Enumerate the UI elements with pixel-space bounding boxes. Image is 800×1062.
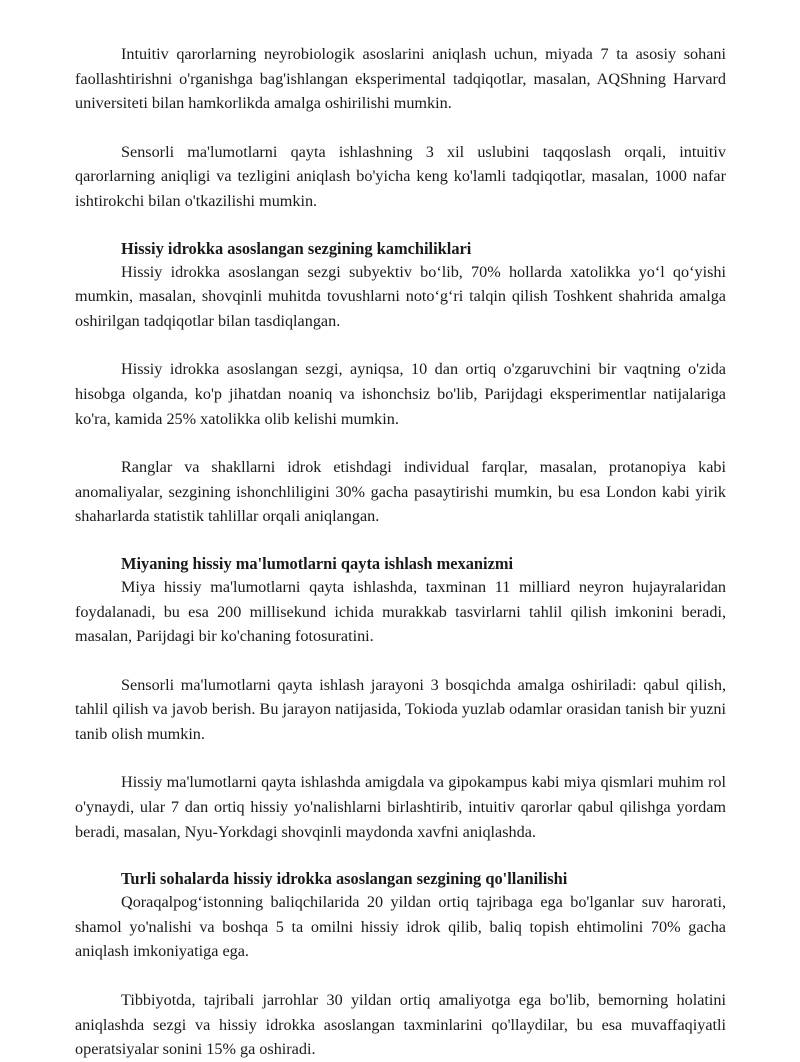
paragraph: Intuitiv qarorlarning neyrobiologik asoslarini aniqlash uchun, miyada 7 ta asosiy sohani faollashtirishni o'rganishga bag'ishlangan eksperimental tadqiqotlar, masalan, AQShning Harvard universiteti bilan hamkorlikda amalga oshirilishi mumkin.	[75, 45, 726, 113]
paragraph: Miya hissiy ma'lumotlarni qayta ishlashda, taxminan 11 milliard neyron hujayralaridan foydalanadi, bu esa 200 millisekund ichida murakkab tasvirlarni tahlil qilish imkonini beradi, masalan, Parijdagi bir ko'chaning fotosuratini.	[75, 577, 726, 646]
section-heading: Hissiy idrokka asoslangan sezgining kamchiliklari	[121, 238, 472, 258]
paragraph: Sensorli ma'lumotlarni qayta ishlashning 3 xil uslubini taqqoslash orqali, intuitiv qarorlarning aniqligi va tezligini aniqlash bo'yicha keng ko'lamli tadqiqotlar, masalan, 1000 nafar ishtirokchi bilan o'tkazilishi mumkin.	[75, 142, 726, 210]
document-page	[75, 42, 726, 1062]
section-heading: Turli sohalarda hissiy idrokka asoslangan sezgining qo'llanilishi	[121, 869, 568, 889]
paragraph: Qoraqalpog‘istonning baliqchilarida 20 yildan ortiq tajribaga ega bo'lganlar suv harorati, shamol yo'nalishi va boshqa 5 ta omilni hissiy idrok qilib, baliq topish ehtimolini 70% gacha aniqlash imkoniyatiga ega.	[75, 893, 726, 961]
paragraph: Tibbiyotda, tajribali jarrohlar 30 yildan ortiq amaliyotga ega bo'lib, bemorning holatini aniqlashda sezgi va hissiy idrokka asoslangan taxminlarini qo'llaydilar, bu esa muvaffaqiyatli operatsiyalar sonini 15% ga oshiradi.	[75, 991, 726, 1059]
section-heading: Miyaning hissiy ma'lumotlarni qayta ishlash mexanizmi	[121, 553, 514, 573]
paragraph: Hissiy idrokka asoslangan sezgi, ayniqsa, 10 dan ortiq o'zgaruvchini bir vaqtning o'zida hisobga olganda, ko'p jihatdan noaniq va ishonchsiz bo'lib, Parijdagi eksperimentlar natijalariga ko'ra, kamida 25% xatolikka olib kelishi mumkin.	[75, 360, 726, 428]
paragraph: Hissiy idrokka asoslangan sezgi subyektiv bo‘lib, 70% hollarda xatolikka yo‘l qo‘yishi mumkin, masalan, shovqinli muhitda tovushlarni noto‘g‘ri talqin qilish Toshkent shahrida amalga oshirilgan tadqiqotlar bilan tasdiqlangan.	[75, 262, 726, 330]
paragraph: Ranglar va shakllarni idrok etishdagi individual farqlar, masalan, protanopiya kabi anomaliyalar, sezgining ishonchliligini 30% gacha pasaytirishi mumkin, bu esa London kabi yirik shaharlarda statistik tahlillar orqali aniqlangan.	[75, 458, 726, 526]
paragraph: Hissiy ma'lumotlarni qayta ishlashda amigdala va gipokampus kabi miya qismlari muhim rol o'ynaydi, ular 7 dan ortiq hissiy yo'nalishlarni birlashtirib, intuitiv qarorlar qabul qilishga yordam beradi, masalan, Nyu-Yorkdagi shovqinli maydonda xavfni aniqlashda.	[75, 773, 726, 841]
paragraph: Sensorli ma'lumotlarni qayta ishlash jarayoni 3 bosqichda amalga oshiriladi: qabul qilish, tahlil qilish va javob berish. Bu jarayon natijasida, Tokioda yuzlab odamlar orasidan tanish bir yuzni tanib olish mumkin.	[75, 675, 726, 743]
